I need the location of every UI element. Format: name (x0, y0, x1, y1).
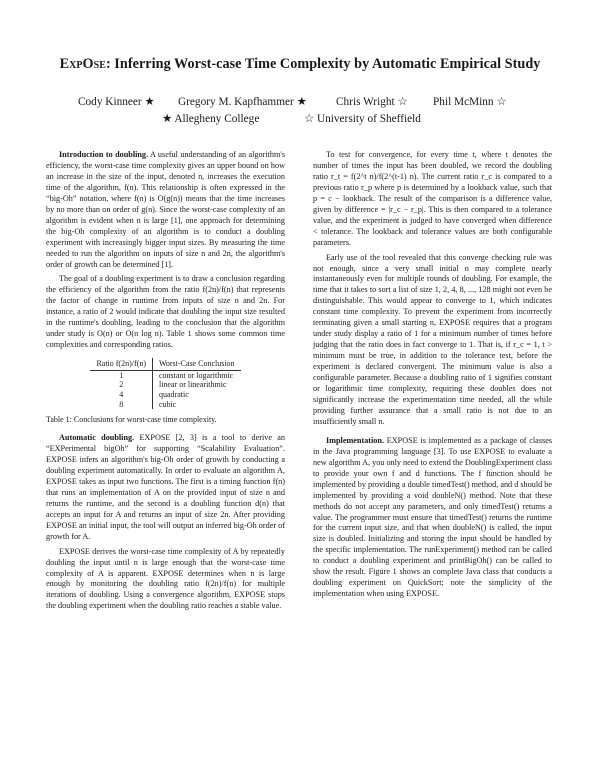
author: Gregory M. Kapfhammer ★ (178, 96, 307, 108)
intro-text: A useful understanding of an algorithm's efficiency, the worst-case time complexity gives an upper bound on how an increase in the size of the input, denoted n, increases the execution time of the algorithm, f(n). This relationship is often expressed in the “big-Oh” notation, where f(n) is O(g(n)) means that the time increases by no more than on order of g(n). Since the worst-case complexity of an algorithm is evident when n is large [1], one approach for determining the big-Oh complexity of an algorithm is to conduct a doubling experiment with increasingly bigger input sizes. By measuring the time needed to run the algorithm on inputs of size n and 2n, the algorithm's order of growth can be determined [1]. (46, 150, 285, 269)
implementation-heading: Implementation. (326, 435, 384, 445)
table-cell-conclusion: quadratic (158, 389, 189, 399)
auto-doubling-paragraph-2: EXPOSE derives the worst-case time complexity of A by repeatedly doubling the input until n is large enough that the worst-case time complexity of A is apparent. EXPOSE determines when n is large enough by monitoring the doubling ratio f(2n)/f(n) for multiple iterations of doubling. Using a convergence algorithm, EXPOSE stops the doubling experiment when the doubling ratio reaches a stable value. (46, 546, 285, 611)
table-header: Ratio f(2n)/f(n) (90, 358, 152, 370)
table-row (90, 380, 240, 390)
table-cell-conclusion: cubic (158, 399, 177, 409)
convergence-paragraph-2: Early use of the tool revealed that this converge checking rule was not enough, since a very small initial n may complete nearly instantaneously even for multiple rounds of doubling. For example, the time that it takes to sort a list of size 1, 2, 4, 8, ..., 128 might not even be distinguishable. This would appear to converge to 1, which indicates constant time complexity. To prevent the experiment from incorrectly terminating given a small starting n, EXPOSE requires that a program under study display a ratio of 1 for a minimum number of times before judging that the ratio does in fact converge to 1. That is, if r_c = 1, t > minimum must be true, in addition to the tolerance test, before the experiment is declared convergent. The minimum value is also a configurable parameter. Because a doubling ratio of 1 signifies constant or logarithmic time complexity, requiring these doubles does not significantly increase the experimentation time needed, all the while providing further assurance that a small ratio is not due to an insufficiently small n. (313, 252, 552, 426)
table-row (90, 390, 240, 400)
conclusions-table (90, 358, 240, 409)
table-cell-ratio: 2 (90, 380, 152, 390)
right-column (313, 150, 552, 600)
table-cell-ratio: 1 (90, 370, 152, 380)
author: Phil McMinn ☆ (433, 96, 507, 108)
auto-doubling-heading: Automatic doubling. (59, 433, 135, 443)
author: Chris Wright ☆ (336, 96, 408, 108)
table-cell-ratio: 4 (90, 390, 152, 400)
auto-doubling-text: EXPOSE [2, 3] is a tool to derive an “EXPerimental bigOh” for supporting “Scalability Evaluation”. EXPOSE infers an algorithm's big-Oh order of growth by conducting a doubling experiment automatically. In order to evaluate an algorithm A, EXPOSE takes as input two functions. The first is a timing function f(n) that runs an implementation of A on the provided input of size n and returns the runtime, and the second is a doubling function d(n) that accepts an input for A and returns an input of size 2n. After providing EXPOSE an initial input, the tool will output an inferred big-Oh order of growth for A. (46, 433, 286, 541)
table-row (90, 400, 240, 410)
table-cell-ratio: 8 (90, 400, 152, 410)
affiliation: ☆ University of Sheffield (304, 113, 421, 125)
table-row (90, 370, 240, 380)
convergence-paragraph: To test for convergence, for every time t, where t denotes the number of times the input has been doubled, we record the doubling ratio r_t = f(2^t n)/f(2^(t-1) n). The current ratio r_c is compared to a previous ratio r_p where p is determined by a lookback value, such that p = c − lookback. The result of the comparison is a difference value, given by difference = |r_c − r_p|. This is then compared to a tolerance value, and the experiment is judged to have converged when difference < tolerance. The lookback and tolerance values are both configurable parameters. (313, 150, 552, 247)
intro-heading: Introduction to doubling. (59, 150, 149, 159)
table-header: Worst-Case Conclusion (152, 358, 240, 370)
affiliation: ★ Allegheny College (162, 113, 260, 125)
table-cell-conclusion: linear or linearithmic (158, 380, 227, 390)
left-column (46, 150, 285, 612)
intro-paragraph-2: The goal of a doubling experiment is to draw a conclusion regarding the efficiency of the algorithm from the ratio f(2n)/f(n) that represents the factor of change in runtime from inputs of size n and 2n. For instance, a ratio of 2 would indicate that doubling the input size resulted in the runtime's doubling, leading to the conclusion that the algorithm under study is O(n) or O(n log n). Table 1 shows some common time complexities and corresponding ratios. (46, 274, 285, 350)
title-system-name: ExpOse (59, 56, 106, 72)
paper-title (40, 56, 560, 73)
auto-doubling-paragraph (46, 433, 285, 543)
intro-paragraph (46, 150, 285, 270)
table-cell-conclusion: constant or logarithmic (158, 370, 234, 380)
implementation-paragraph (313, 436, 552, 600)
author: Cody Kinneer ★ (78, 96, 155, 108)
title-text: : Inferring Worst-case Time Complexity by Automatic Empirical Study (105, 56, 541, 72)
table-caption: Table 1: Conclusions for worst-case time complexity. (46, 415, 217, 425)
implementation-text: EXPOSE is implemented as a package of classes in the Java programming language [3]. To use EXPOSE to evaluate a new algorithm A, you only need to extend the DoublingExperiment class to provide your own f and d functions. The f function should be implemented by providing a double timedTest() method, and d should be implemented by providing a void doubleN() method. Note that these methods do not accept any parameters, and only timedTest() returns a value. The programmer must ensure that timedTest() returns the runtime for the current input size, and that when doubleN() is called, the input size is doubled. Initializing and storing the input should be handled by the specific implementation. The runExperiment() method can be called to conduct a doubling experiment and printBigOh() can be called to show the result. Figure 1 shows an complete Java class that conducts a doubling experiment on QuickSort; note the simplicity of the implementation when using EXPOSE. (313, 435, 553, 599)
